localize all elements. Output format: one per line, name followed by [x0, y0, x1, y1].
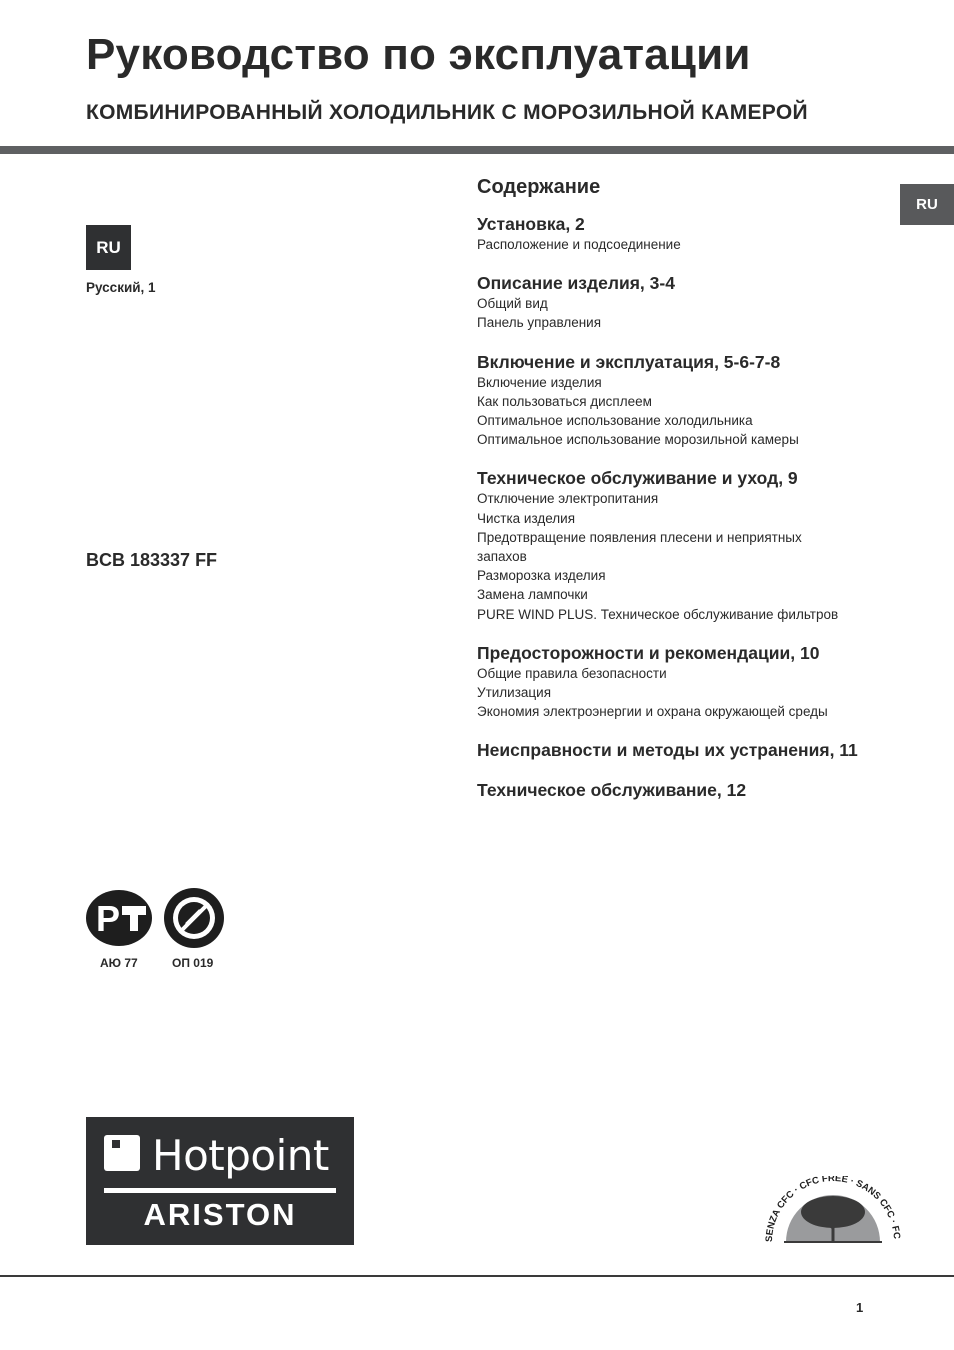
model-number: BCB 183337 FF	[86, 550, 218, 570]
toc-heading: Содержание	[477, 176, 601, 198]
toc-item: Общий вид	[477, 296, 548, 312]
toc-item: Чистка изделия	[477, 510, 576, 526]
page-number: 1	[856, 1300, 864, 1315]
rst-certification-icon	[86, 886, 226, 950]
footer-divider	[0, 1275, 954, 1277]
toc-item: Экономия электроэнергии и охрана окружающей среды	[477, 704, 828, 720]
cfc-free-badge	[762, 1176, 904, 1248]
toc-item: PURE WIND PLUS. Техническое обслуживание фильтров	[477, 606, 839, 622]
toc-section	[477, 351, 907, 450]
table-of-contents	[477, 176, 907, 819]
certification-code: ОП 019	[172, 956, 214, 970]
toc-item: Оптимальное использование холодильника	[477, 413, 753, 429]
brand-subname: ARISTON	[143, 1197, 297, 1232]
toc-section-title: Включение и эксплуатация, 5-6-7-8	[477, 351, 781, 372]
toc-section-title: Установка, 2	[477, 214, 585, 234]
toc-section	[477, 467, 907, 623]
toc-section	[477, 213, 907, 254]
brand-divider	[104, 1188, 336, 1193]
toc-section-title: Описание изделия, 3-4	[477, 273, 675, 294]
cfc-free-text: SENZA CFC · CFC FREE · SANS CFC · FC	[763, 1176, 902, 1243]
hotpoint-logo-icon	[104, 1135, 140, 1171]
toc-item: Утилизация	[477, 685, 551, 701]
cfc-free-tree-icon	[762, 1176, 904, 1248]
toc-item: Общие правила безопасности	[477, 665, 667, 681]
certification-code: АЮ 77	[100, 956, 138, 970]
toc-item: Расположение и подсоединение	[477, 237, 681, 252]
page-title: Руководство по эксплуатации	[86, 30, 751, 79]
toc-item: Оптимальное использование морозильной камеры	[477, 432, 799, 448]
toc-item: Предотвращение появления плесени и неприятных запахов	[477, 529, 802, 565]
certification-marks	[86, 886, 226, 976]
toc-item: Отключение электропитания	[477, 491, 659, 507]
language-side-tab: RU	[900, 184, 954, 225]
page-subtitle: КОМБИНИРОВАННЫЙ ХОЛОДИЛЬНИК С МОРОЗИЛЬНОЙ КАМЕРОЙ	[86, 101, 808, 124]
toc-item: Разморозка изделия	[477, 568, 606, 584]
toc-section	[477, 642, 907, 722]
header-divider	[0, 146, 954, 154]
language-badge: RU	[86, 225, 131, 270]
brand-logo	[86, 1117, 354, 1245]
toc-section	[477, 779, 907, 801]
toc-item: Как пользоваться дисплеем	[477, 393, 652, 409]
toc-section	[477, 272, 907, 332]
toc-section-title: Техническое обслуживание, 12	[477, 780, 747, 801]
toc-section	[477, 739, 907, 761]
toc-item: Включение изделия	[477, 374, 602, 390]
toc-section-title: Предосторожности и рекомендации, 10	[477, 642, 820, 663]
svg-text:Р: Р	[96, 898, 121, 939]
toc-section-title: Неисправности и методы их устранения, 11	[477, 740, 858, 761]
toc-section-title: Техническое обслуживание и уход, 9	[477, 468, 798, 489]
toc-item: Панель управления	[477, 315, 602, 331]
language-label: Русский, 1	[86, 280, 156, 295]
toc-item: Замена лампочки	[477, 587, 588, 603]
brand-name: Hotpoint	[152, 1131, 329, 1180]
